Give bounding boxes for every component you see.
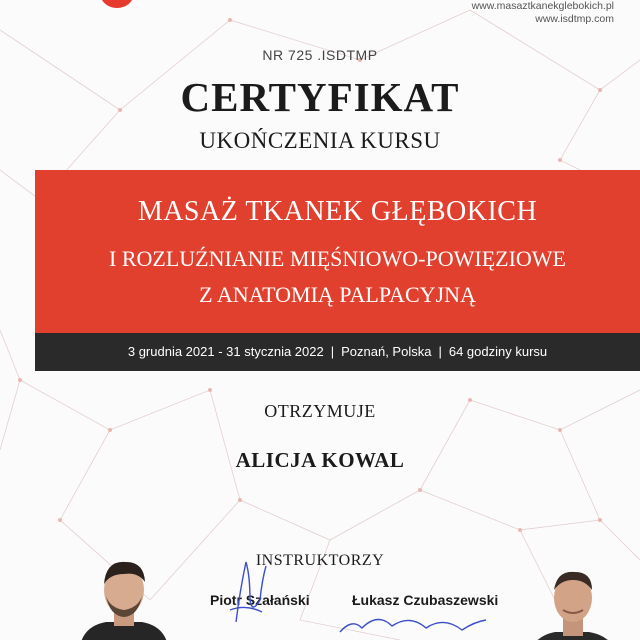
- instructors-label: INSTRUKTORZY: [255, 552, 385, 569]
- course-title-line-2: I ROZLUŹNIANIE MIĘŚNIOWO-POWIĘZIOWE: [109, 246, 566, 271]
- website-url-secondary: www.isdtmp.com: [535, 13, 614, 25]
- course-details: [35, 344, 640, 359]
- recipient-name: ALICJA KOWAL: [235, 448, 405, 472]
- course-hours: 64 godziny kursu: [448, 344, 548, 359]
- website-url: www.masaztkanekglebokich.pl: [471, 0, 614, 12]
- certificate-title: CERTYFIKAT: [180, 74, 460, 120]
- course-location: Poznań, Polska: [341, 344, 432, 359]
- instructor-photo: [525, 562, 621, 640]
- course-title-line-1: MASAŻ TKANEK GŁĘBOKICH: [137, 196, 538, 227]
- course-dates: 3 grudnia 2021 - 31 stycznia 2022: [127, 344, 324, 359]
- course-title-line-3: Z ANATOMIĄ PALPACYJNĄ: [199, 282, 476, 307]
- details-separator: |: [330, 344, 335, 359]
- instructor-photo: [76, 550, 172, 640]
- certificate-subtitle: UKOŃCZENIA KURSU: [199, 128, 441, 153]
- details-separator: |: [438, 344, 442, 359]
- instructor-name-1: Piotr Szałański: [210, 592, 310, 608]
- receives-label: OTRZYMUJE: [264, 401, 376, 421]
- certificate-number: NR 725 .ISDTMP: [262, 47, 378, 63]
- instructor-name-2: Łukasz Czubaszewski: [352, 592, 499, 608]
